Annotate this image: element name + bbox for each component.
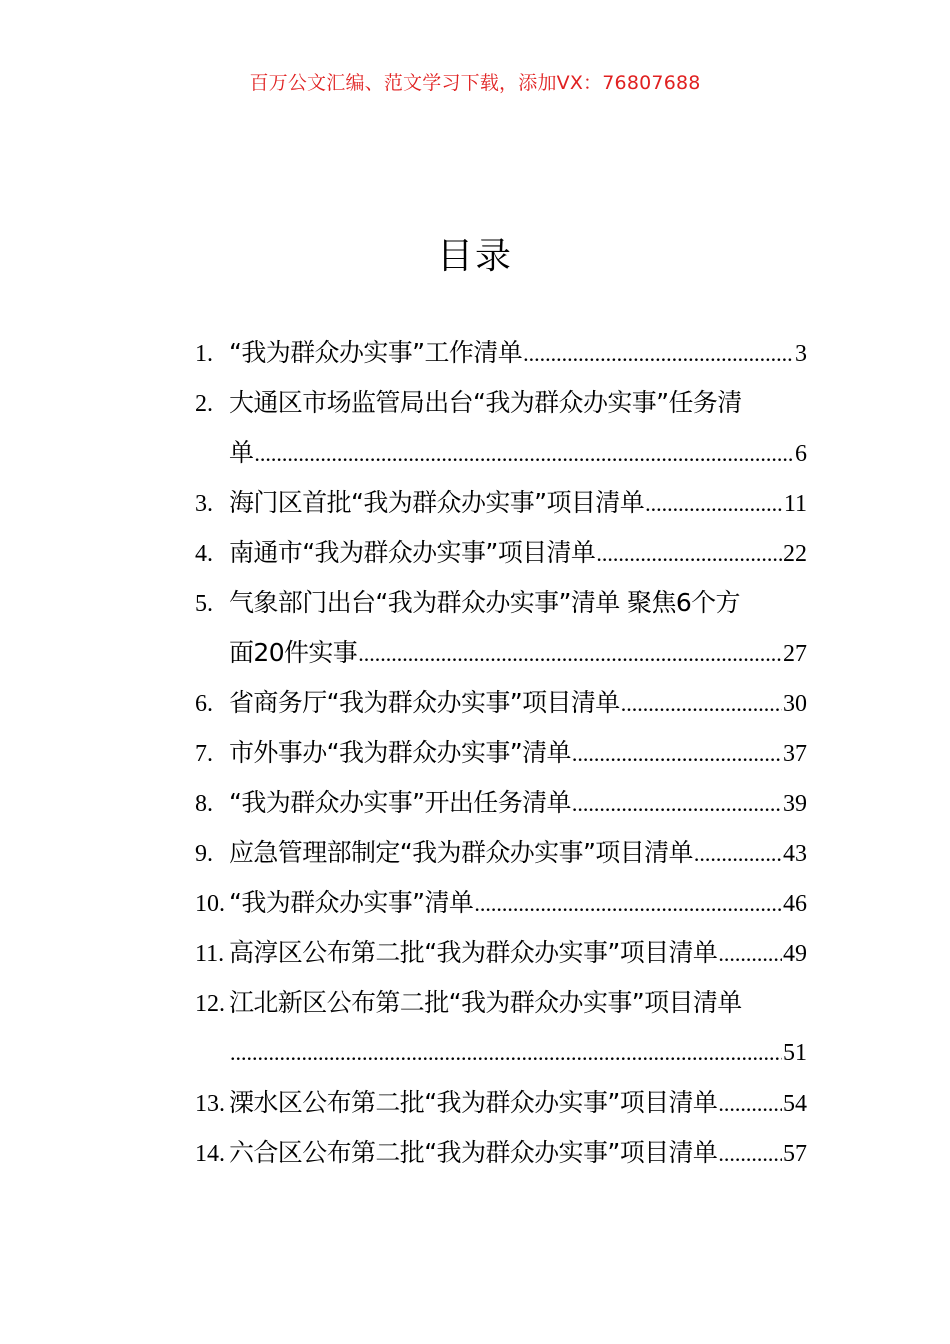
- toc-entry-line[interactable]: [195, 728, 807, 778]
- toc-entry-title: 气象部门出台“我为群众办实事”清单 聚焦6个方: [229, 588, 740, 617]
- toc-entry-line[interactable]: [195, 978, 807, 1028]
- toc-entry-title: 六合区公布第二批“我为群众办实事”项目清单: [229, 1138, 718, 1167]
- toc-page-number: 3: [795, 341, 807, 367]
- toc-dot-leader: [718, 1129, 782, 1179]
- toc-page-number: 37: [783, 741, 807, 767]
- toc-entry-title: 高淳区公布第二批“我为群众办实事”项目清单: [229, 938, 718, 967]
- toc-entry-line[interactable]: [195, 578, 807, 628]
- toc-dot-leader: [572, 729, 782, 779]
- toc-entry-line[interactable]: [195, 1128, 807, 1178]
- toc-page-number: 11: [783, 491, 807, 517]
- toc-page-number: 30: [783, 691, 807, 717]
- toc-entry-line[interactable]: [195, 828, 807, 878]
- toc-entry-title: “我为群众办实事”清单: [229, 888, 474, 917]
- toc-dot-leader: [358, 629, 782, 679]
- toc-entry-title: 南通市“我为群众办实事”项目清单: [229, 538, 596, 567]
- toc-entry-line[interactable]: [195, 878, 807, 928]
- page-title: 目录: [436, 236, 513, 277]
- table-of-contents: [195, 328, 807, 1178]
- toc-page-number: 49: [783, 941, 807, 967]
- toc-entry-number: 7.: [195, 741, 213, 767]
- toc-entry-title: 省商务厅“我为群众办实事”项目清单: [229, 688, 620, 717]
- toc-entry-number: 13.: [195, 1091, 225, 1117]
- toc-entry-title: 市外事办“我为群众办实事”清单: [229, 738, 571, 767]
- toc-entry-line[interactable]: [195, 778, 807, 828]
- toc-dot-leader: [572, 779, 782, 829]
- toc-entry-title: “我为群众办实事”开出任务清单: [229, 788, 571, 817]
- toc-entry-number: 14.: [195, 1141, 225, 1167]
- toc-entry-line[interactable]: [195, 328, 807, 378]
- toc-entry-title: 单: [229, 438, 254, 467]
- toc-dot-leader: [230, 1028, 782, 1078]
- toc-dot-leader: [718, 929, 782, 979]
- toc-page-number: 51: [783, 1040, 807, 1066]
- toc-entry-line[interactable]: [195, 528, 807, 578]
- toc-dot-leader: [523, 329, 794, 379]
- toc-page-number: 39: [783, 791, 807, 817]
- toc-entry-line[interactable]: [195, 378, 807, 428]
- toc-entry-line[interactable]: [195, 678, 807, 728]
- toc-dot-leader: [621, 679, 782, 729]
- toc-page-number: 54: [783, 1091, 807, 1117]
- toc-entry-title: “我为群众办实事”工作清单: [229, 338, 523, 367]
- toc-entry-title: 溧水区公布第二批“我为群众办实事”项目清单: [229, 1088, 718, 1117]
- toc-page-number: 46: [783, 891, 807, 917]
- toc-entry-line[interactable]: [195, 628, 807, 678]
- toc-entry-number: 9.: [195, 841, 213, 867]
- toc-dot-leader: [474, 879, 782, 929]
- toc-page-number: 27: [783, 641, 807, 667]
- toc-entry-number: 4.: [195, 541, 213, 567]
- toc-dot-leader: [694, 829, 782, 879]
- toc-entry-line[interactable]: [195, 1078, 807, 1128]
- toc-entry-number: 6.: [195, 691, 213, 717]
- toc-entry-number: 1.: [195, 341, 213, 367]
- toc-entry-title: 江北新区公布第二批“我为群众办实事”项目清单: [229, 988, 742, 1017]
- toc-page-number: 57: [783, 1141, 807, 1167]
- toc-entry-line[interactable]: [195, 928, 807, 978]
- toc-entry-number: 10.: [195, 891, 225, 917]
- toc-entry-title: 面20件实事: [229, 638, 358, 667]
- toc-entry-line[interactable]: [195, 428, 807, 478]
- toc-entry-number: 2.: [195, 391, 213, 417]
- toc-dot-leader: [645, 479, 783, 529]
- toc-entry-number: 3.: [195, 491, 213, 517]
- toc-page-number: 43: [783, 841, 807, 867]
- toc-entry-number: 8.: [195, 791, 213, 817]
- toc-entry-number: 12.: [195, 991, 225, 1017]
- toc-entry-line[interactable]: [195, 1028, 807, 1078]
- toc-entry-line[interactable]: [195, 478, 807, 528]
- header-contact-note: 百万公文汇编、范文学习下载，添加VX：76807688: [249, 72, 701, 94]
- toc-entry-number: 5.: [195, 591, 213, 617]
- toc-page-number: 6: [795, 441, 807, 467]
- toc-entry-title: 大通区市场监管局出台“我为群众办实事”任务清: [229, 388, 742, 417]
- toc-entry-number: 11.: [195, 941, 225, 967]
- toc-dot-leader: [596, 529, 782, 579]
- toc-dot-leader: [254, 429, 794, 479]
- toc-page-number: 22: [783, 541, 807, 567]
- toc-entry-title: 应急管理部制定“我为群众办实事”项目清单: [229, 838, 693, 867]
- toc-dot-leader: [718, 1079, 782, 1129]
- toc-entry-title: 海门区首批“我为群众办实事”项目清单: [229, 488, 645, 517]
